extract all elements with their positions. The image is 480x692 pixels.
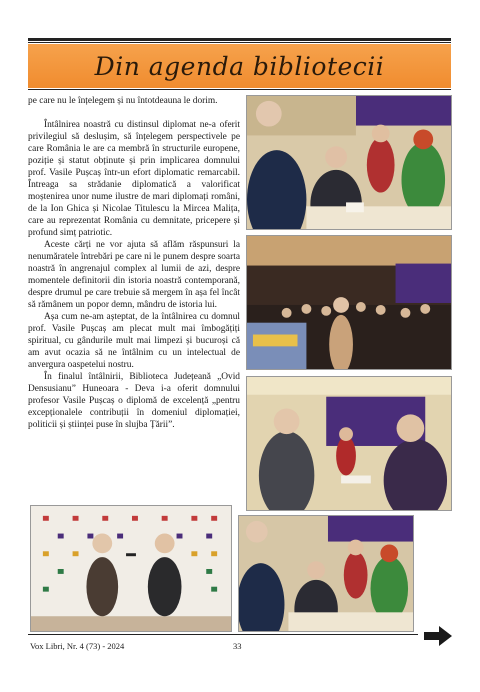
photo-interview xyxy=(30,505,232,632)
header-bottom-rule xyxy=(28,89,451,90)
footer-rule xyxy=(28,634,418,635)
photo-diploma-handshake xyxy=(246,376,452,511)
article-paragraph: În finalul întâlnirii, Biblioteca Județeană „Ovid Densusianu” Huneoara - Deva i-a oferit domnului profesor Vasile Pușcaș o diplomă de excelență „pentru excepționalele contribuții în domeniul diplomației, politicii și științei puse în slujba Țării”. xyxy=(28,372,240,430)
article-paragraph: Așa cum ne-am așteptat, de la întâlnirea cu domnul prof. Vasile Pușcaș am plecat mult mai îmbogățiți spiritual, cu gândurile mult mai limpezi și bucuroși că am avut ocazia să ne întâlnim cu un intelectual de anvergura oaspetelui nostru. xyxy=(28,312,240,370)
section-title: Din agenda bibliotecii xyxy=(94,51,385,81)
photo-book-signing-table xyxy=(246,95,452,230)
article-paragraph: Întâlnirea noastră cu distinsul diplomat ne-a oferit privilegiul să deslușim, să înțelegem perspectivele pe care România le are ca membră în structurile europene, poziție și statut obținute și prin implicarea domnului prof. Vasile Pușcaș într-un efort diplomatic remarcabil. Întreaga sa strădanie diplomatică a valorificat moștenirea unor nume ilustre de mari diplomați români, de la Ion Ghica și Nicolae Titulescu la Mircea Malița, care au reprezentat România cu demnitate, pricepere și profund simț patriotic. xyxy=(28,120,240,238)
article-paragraph: Aceste cărți ne vor ajuta să aflăm răspunsuri la nenumăratele întrebări pe care ni le punem despre soarta noastră în angrenajul complex al lumii de azi, despre momentele definitorii din istoria noastră contemporană, despre drumul pe care trebuie să mergem în așa fel încât să rămânem un popor demn, mândru de istoria lui. xyxy=(28,240,240,310)
photo-audience-hall xyxy=(246,235,452,370)
article-paragraph: pe care nu le înțelegem și nu întotdeauna le dorim. xyxy=(28,96,218,106)
top-rule-thin xyxy=(28,42,451,43)
arrow-right-icon[interactable] xyxy=(424,626,452,646)
section-header-band xyxy=(28,44,451,88)
top-rule-thick xyxy=(28,38,451,41)
photo-signing-table-2 xyxy=(238,515,414,632)
article-text-column xyxy=(28,95,240,431)
page-number: 33 xyxy=(233,641,242,651)
footer-journal-issue: Vox Libri, Nr. 4 (73) - 2024 xyxy=(30,641,125,651)
